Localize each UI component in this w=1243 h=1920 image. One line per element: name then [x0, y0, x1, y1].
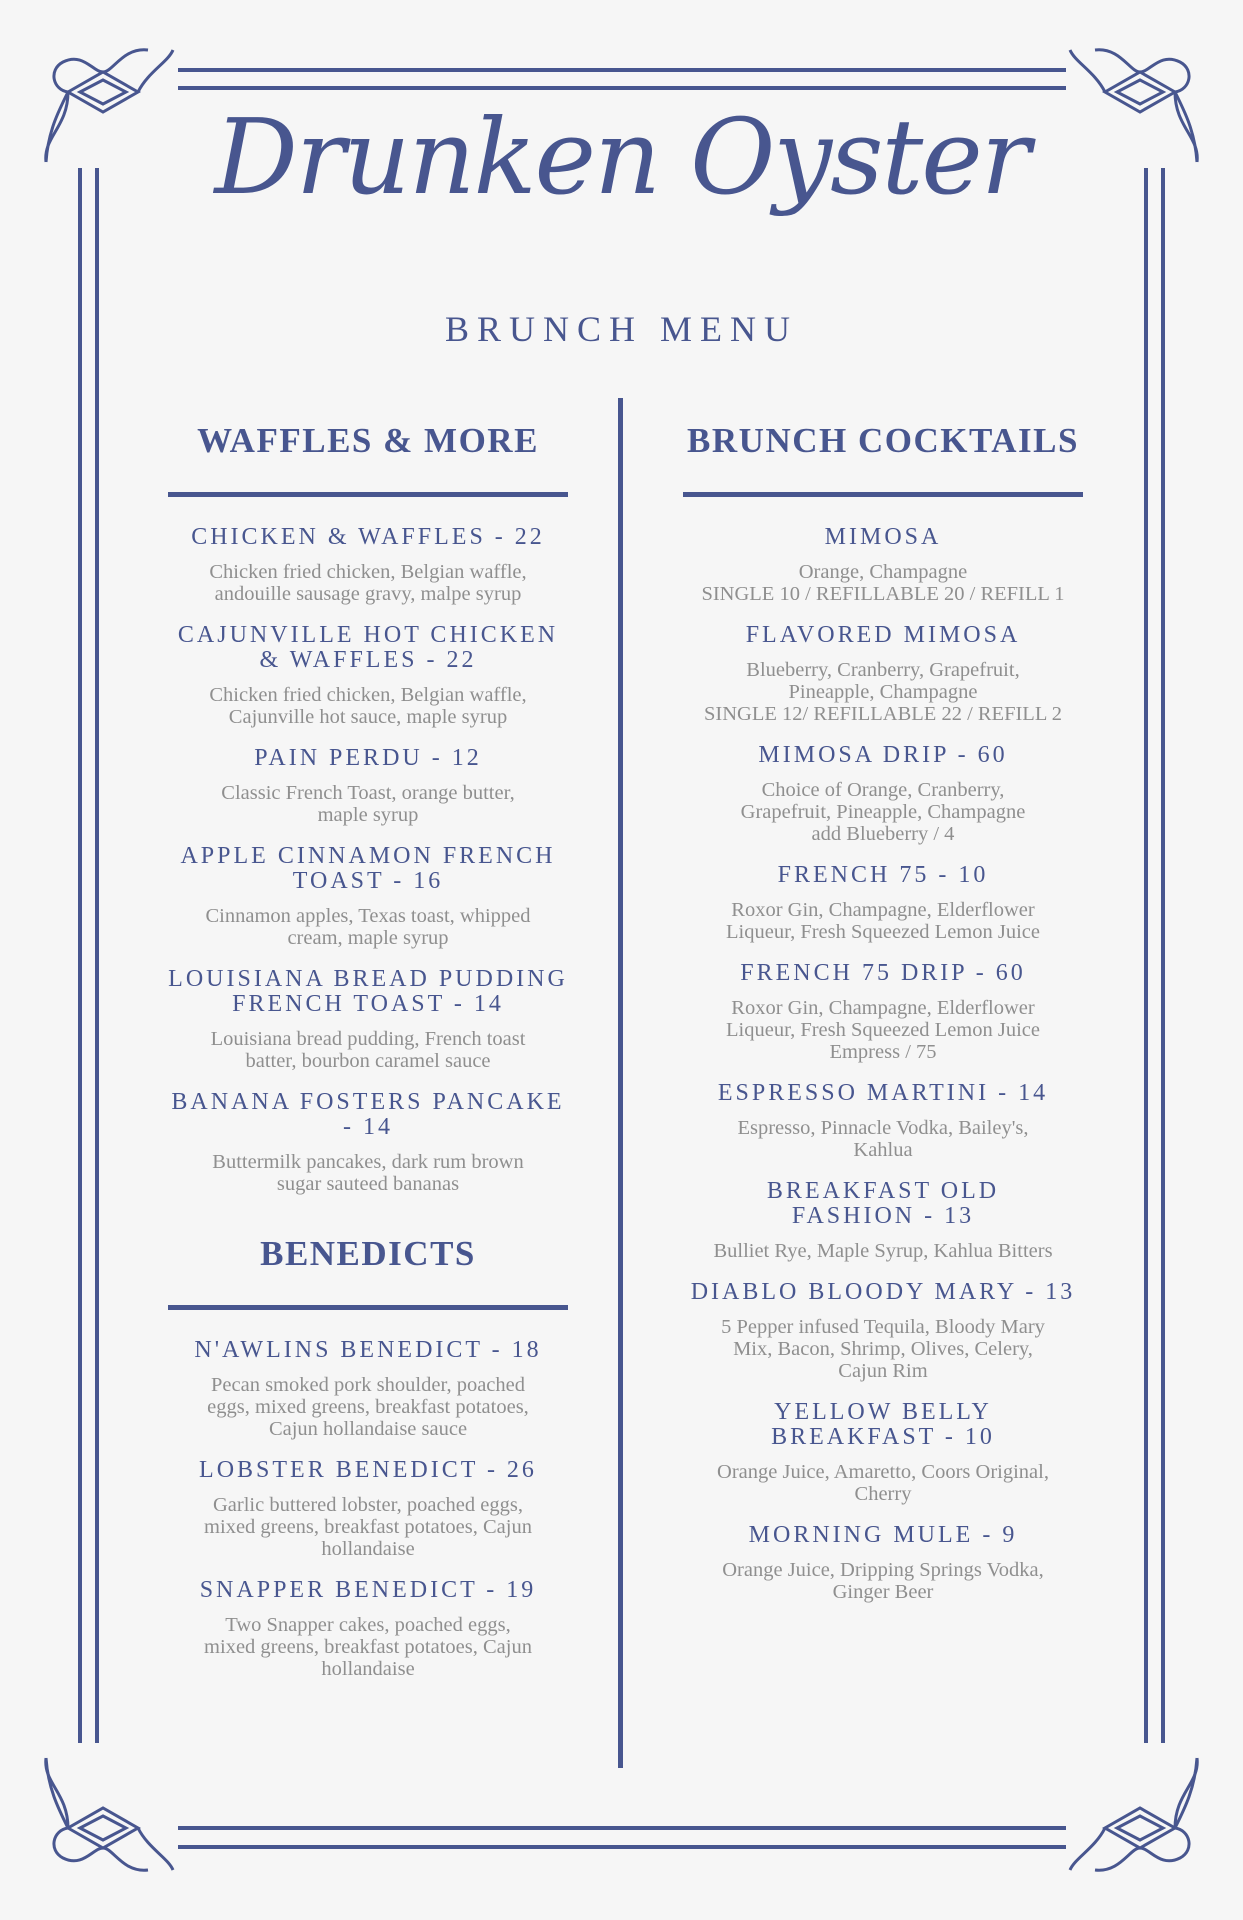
menu-item-name: FRENCH 75 - 10 — [777, 862, 989, 888]
menu-item — [168, 525, 568, 605]
menu-item-description: Roxor Gin, Champagne, Elderflower Liqueur, Fresh Squeezed Lemon Juice — [726, 899, 1040, 943]
menu-item — [168, 1578, 568, 1680]
menu-item — [683, 863, 1083, 943]
section-title-waffles: WAFFLES & MORE — [197, 421, 539, 460]
waffles-list — [168, 525, 568, 1195]
menu-item-description: Classic French Toast, orange butter, maple syrup — [221, 782, 515, 826]
menu-item — [683, 743, 1083, 845]
menu-item — [683, 961, 1083, 1063]
menu-item — [168, 1090, 568, 1195]
menu-item-name: MIMOSA DRIP - 60 — [758, 742, 1008, 768]
menu-item — [683, 1179, 1083, 1262]
menu-item-description: Chicken fried chicken, Belgian waffle, andouille sausage gravy, malpe syrup — [209, 561, 527, 605]
menu-item-name: BANANA FOSTERS PANCAKE - 14 — [171, 1089, 565, 1140]
menu-item — [168, 1458, 568, 1560]
menu-item — [168, 623, 568, 728]
menu-item-name: YELLOW BELLY BREAKFAST - 10 — [771, 1399, 995, 1450]
frame-bottom-outer — [178, 1845, 1066, 1849]
menu-item-description: Louisiana bread pudding, French toast batter, bourbon caramel sauce — [210, 1028, 526, 1072]
menu-item — [683, 525, 1083, 605]
section-rule — [168, 1305, 568, 1310]
section-title-cocktails: BRUNCH COCKTAILS — [687, 421, 1079, 460]
menu-item-name: CHICKEN & WAFFLES - 22 — [191, 524, 545, 550]
menu-item-name: LOBSTER BENEDICT - 26 — [199, 1457, 537, 1483]
right-column — [683, 420, 1083, 1621]
menu-item-description: Two Snapper cakes, poached eggs, mixed greens, breakfast potatoes, Cajun hollandaise — [204, 1614, 532, 1680]
menu-item — [683, 623, 1083, 725]
menu-item-name: FLAVORED MIMOSA — [745, 622, 1021, 648]
menu-item-description: Orange, Champagne SINGLE 10 / REFILLABLE 20 / REFILL 1 — [701, 561, 1065, 605]
menu-item-name: APPLE CINNAMON FRENCH TOAST - 16 — [180, 843, 556, 894]
menu-item-name: DIABLO BLOODY MARY - 13 — [690, 1279, 1076, 1305]
frame-right-inner — [1144, 168, 1148, 1743]
menu-item-name: MIMOSA — [824, 524, 942, 550]
restaurant-name: Drunken Oyster — [214, 96, 1029, 218]
menu-item-description: Pecan smoked pork shoulder, poached eggs, mixed greens, breakfast potatoes, Cajun hollandaise sauce — [207, 1374, 529, 1440]
menu-item-description: Orange Juice, Dripping Springs Vodka, Ginger Beer — [722, 1559, 1044, 1603]
frame-bottom-inner — [178, 1826, 1066, 1830]
menu-item-name: BREAKFAST OLD FASHION - 13 — [766, 1178, 1000, 1229]
menu-item-name: CAJUNVILLE HOT CHICKEN & WAFFLES - 22 — [177, 622, 559, 673]
menu-item-description: Cinnamon apples, Texas toast, whipped cream, maple syrup — [205, 905, 531, 949]
menu-item-name: SNAPPER BENEDICT - 19 — [199, 1577, 537, 1603]
menu-item-description: Orange Juice, Amaretto, Coors Original, Cherry — [717, 1461, 1049, 1505]
menu-item — [168, 746, 568, 826]
menu-item — [168, 844, 568, 949]
corner-ornament-bottom-right — [1065, 1738, 1215, 1888]
frame-right-outer — [1161, 168, 1165, 1743]
menu-item — [683, 1081, 1083, 1161]
frame-top-inner — [178, 86, 1066, 90]
menu-item-description: Garlic buttered lobster, poached eggs, mixed greens, breakfast potatoes, Cajun hollandaise — [204, 1494, 532, 1560]
frame-left-outer — [78, 168, 82, 1743]
menu-item-name: LOUISIANA BREAD PUDDING FRENCH TOAST - 14 — [168, 966, 568, 1017]
cocktails-list — [683, 525, 1083, 1603]
menu-item-name: N'AWLINS BENEDICT - 18 — [194, 1337, 542, 1363]
menu-item-description: Roxor Gin, Champagne, Elderflower Liqueur, Fresh Squeezed Lemon Juice Empress / 75 — [726, 997, 1040, 1063]
menu-item — [168, 967, 568, 1072]
menu-item-name: ESPRESSO MARTINI - 14 — [717, 1080, 1049, 1106]
frame-left-inner — [95, 168, 99, 1743]
menu-item-description: Chicken fried chicken, Belgian waffle, Cajunville hot sauce, maple syrup — [209, 684, 527, 728]
benedicts-list — [168, 1338, 568, 1680]
menu-item-description: Buttermilk pancakes, dark rum brown sugar sauteed bananas — [212, 1151, 524, 1195]
frame-top-outer — [178, 68, 1066, 72]
menu-item-name: FRENCH 75 DRIP - 60 — [740, 960, 1026, 986]
menu-item-description: Choice of Orange, Cranberry, Grapefruit, Pineapple, Champagne add Blueberry / 4 — [740, 779, 1026, 845]
menu-item-description: Bulliet Rye, Maple Syrup, Kahlua Bitters — [713, 1240, 1053, 1262]
menu-item-description: Espresso, Pinnacle Vodka, Bailey's, Kahlua — [737, 1117, 1029, 1161]
menu-subtitle: BRUNCH MENU — [444, 309, 799, 349]
corner-ornament-bottom-left — [28, 1738, 178, 1888]
menu-item — [683, 1400, 1083, 1505]
left-column — [168, 420, 568, 1698]
menu-item — [168, 1338, 568, 1440]
menu-item — [683, 1523, 1083, 1603]
menu-item-name: PAIN PERDU - 12 — [254, 745, 482, 771]
section-rule — [683, 492, 1083, 497]
menu-item-description: 5 Pepper infused Tequila, Bloody Mary Mix, Bacon, Shrimp, Olives, Celery, Cajun Rim — [721, 1316, 1045, 1382]
section-rule — [168, 492, 568, 497]
menu-item — [683, 1280, 1083, 1382]
menu-item-name: MORNING MULE - 9 — [748, 1522, 1018, 1548]
menu-item-description: Blueberry, Cranberry, Grapefruit, Pineapple, Champagne SINGLE 12/ REFILLABLE 22 / REFILL 2 — [704, 659, 1062, 725]
column-divider — [618, 398, 623, 1768]
section-title-benedicts: BENEDICTS — [260, 1234, 476, 1273]
